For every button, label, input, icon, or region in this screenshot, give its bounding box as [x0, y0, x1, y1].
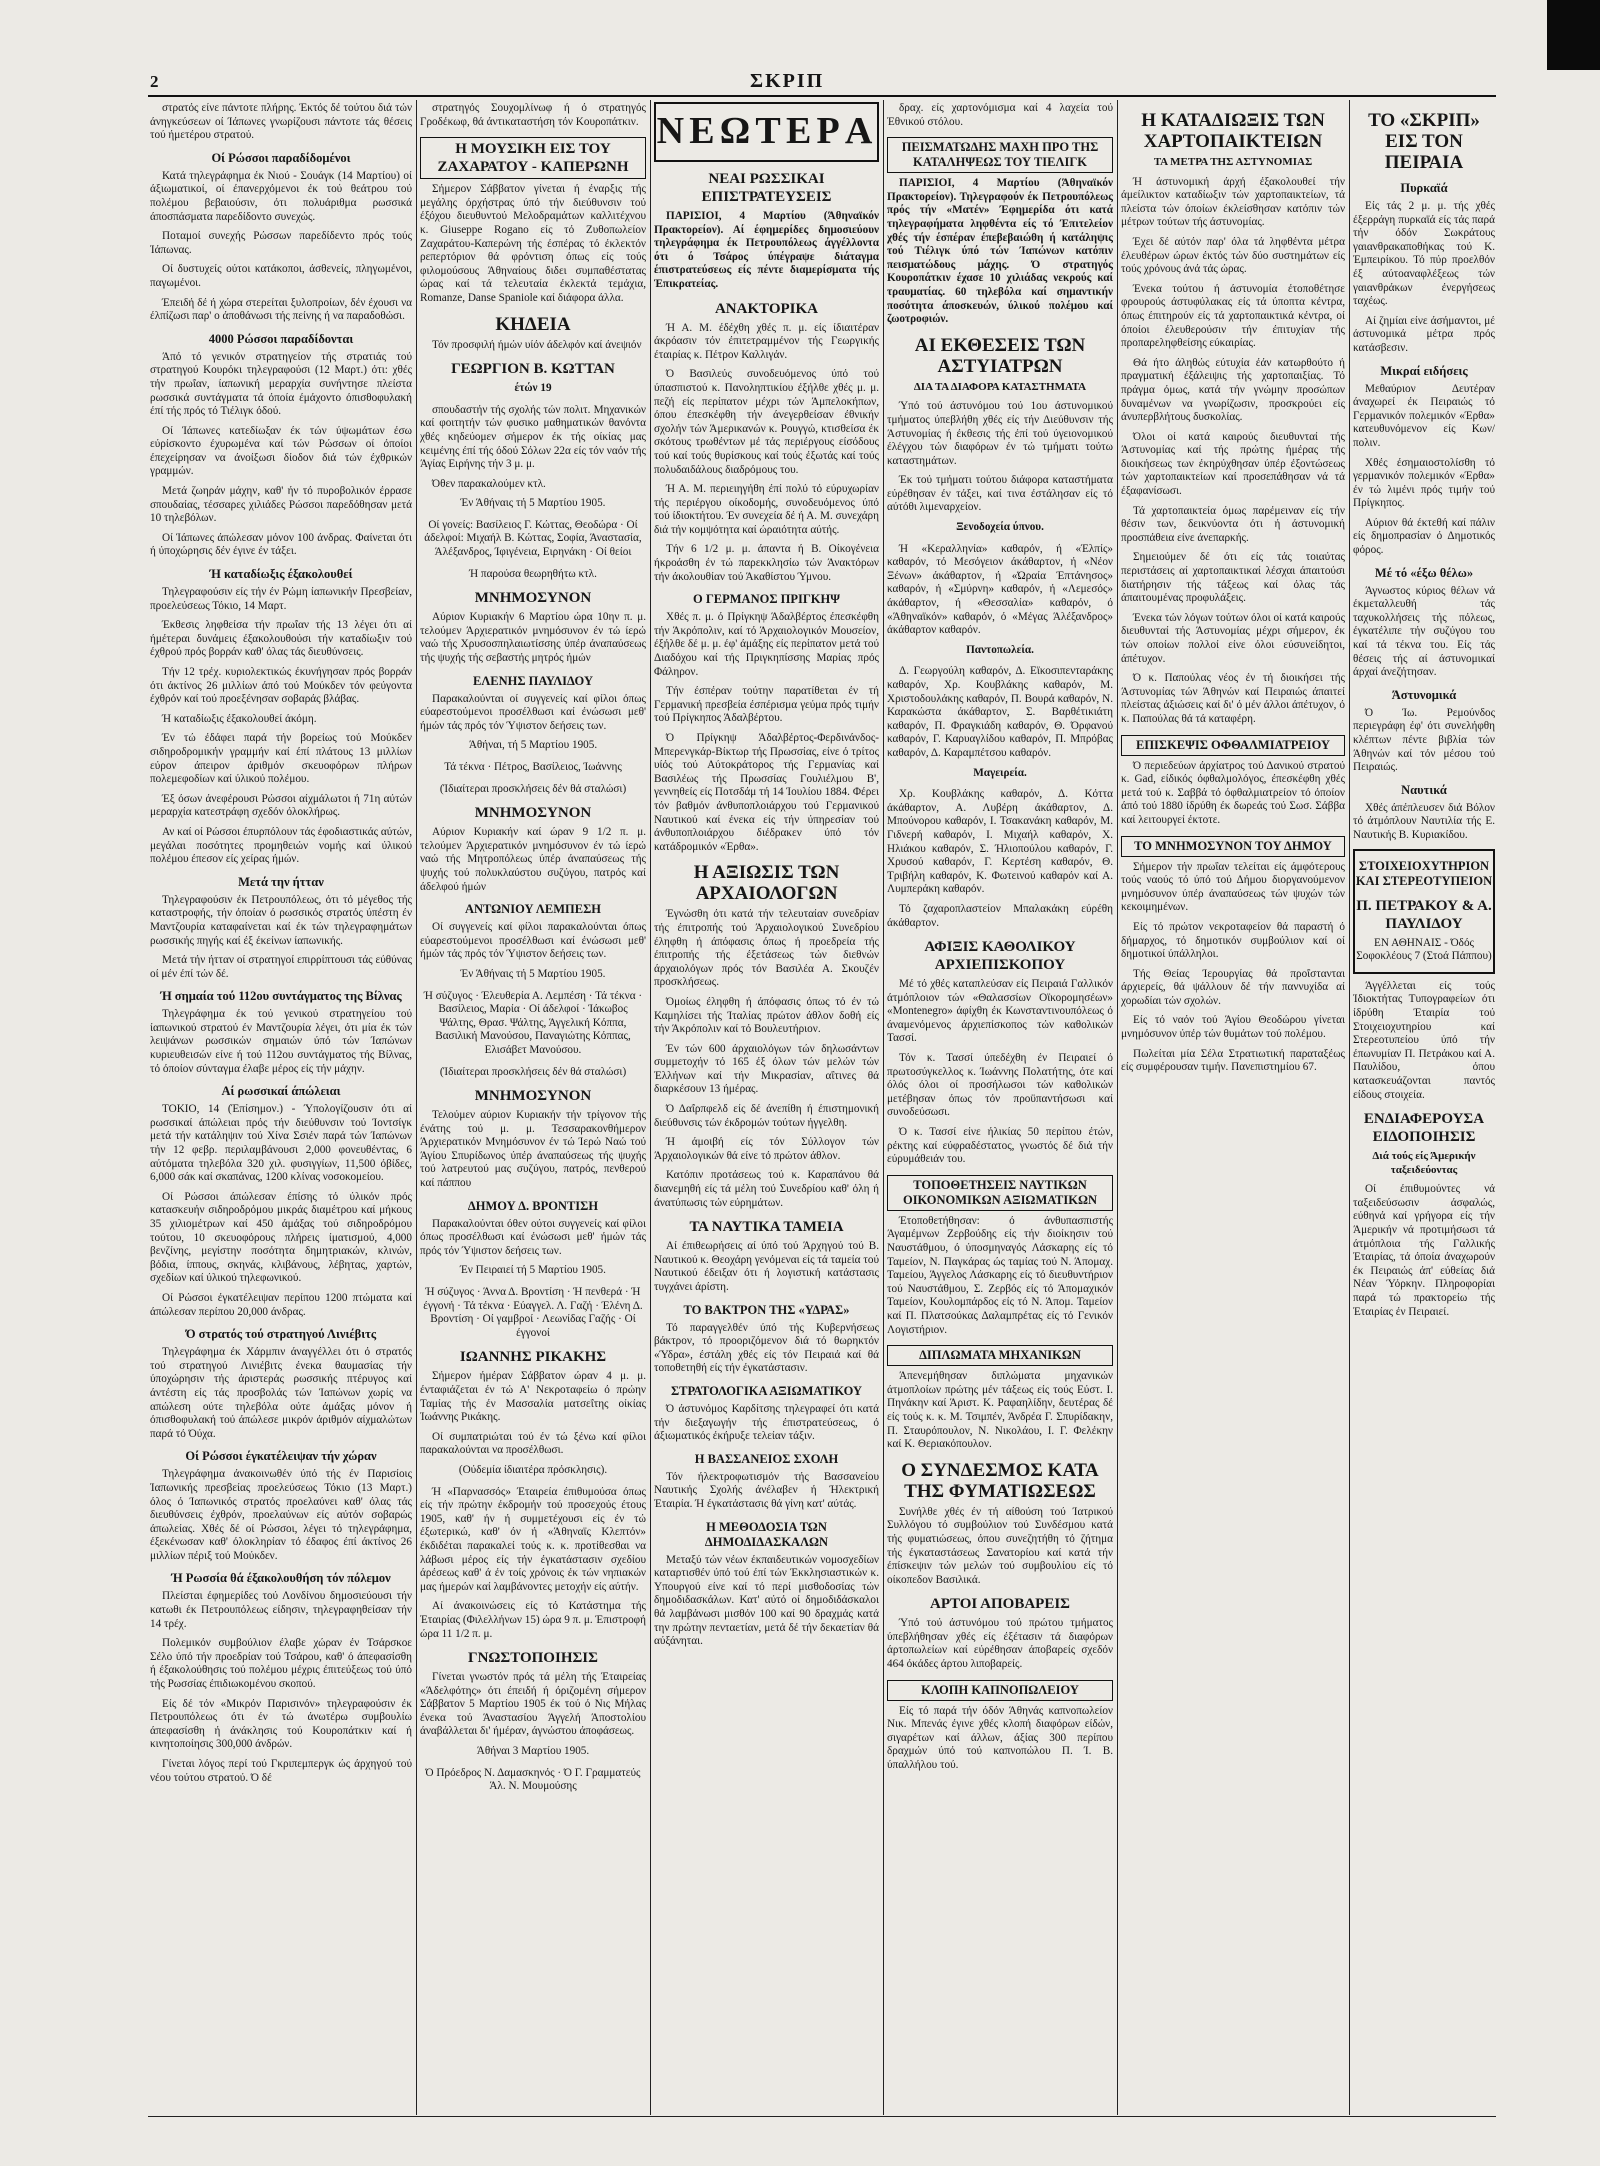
- paragraph: στρατηγός Σουχομλίνωφ ή ό στρατηγός Γροδέκωφ, θά άντικαταστήση τόν Κουροπάτκιν.: [420, 102, 646, 128]
- paragraph: Τόν ήλεκτροφωτισμόν τής Βασσανείου Ναυτικής Σχολής άνέλαβεν ή Ήλεκτρική Έταιρία. Ή έγκατάστασις θά γίνη κατ' αύτάς.: [654, 1470, 879, 1510]
- column-divider: [883, 100, 884, 2115]
- paragraph: Πλείσται έφημερίδες τού Λονδίνου δημοσιεύουσι τήν κατωθι έκ Πετρουπόλεως είδησιν, τηλεγραφηθείσαν τήν 14 τρέχ.: [150, 1590, 412, 1630]
- paragraph: Ό περιεδεύων άρχίατρος τού Δανικού στρατού κ. Gad, είδικός όφθαλμολόγος, έπεσκέφθη χθές μετά τού κ. Σαββά τό όφθαλμιατρείον τό όποίον άπό τού 1880 ίδρύθη έκ δωρεάς τού Σωσ. Σάββα καί λειτουργεί έκτοτε.: [1121, 759, 1345, 826]
- paragraph: Ή άμοιβή είς τόν Σύλλογον τών Άρχαιολογικών θά είνε τό πρώτον άθλον.: [654, 1136, 879, 1162]
- paragraph: Σήμερον τήν πρωΐαν τελείται είς άμφότερους τούς ναούς τό ύπό τού Δήμου διοργανούμενον μνημόσυνον ύπέρ άναπαύσεως τών ψυχών τών κεκοιμημένων.: [1121, 860, 1345, 914]
- deceased-name: ΓΕΩΡΓΙΟΝ Β. ΚΩΤΤΑΝ: [451, 361, 615, 378]
- headline: Αί ρωσσικαί άπώλειαι: [221, 1084, 341, 1099]
- signatories: Οί γονείς: Βασίλειος Γ. Κώττας, Θεοδώρα · Οί άδελφοί: Μιχαήλ Β. Κώττας, Σοφία, Άναστασία, Άλέξανδρος, Ίφιγένεια, Ειρηνάκη · Οί θείοι: [424, 518, 642, 559]
- paragraph: Έν τών 600 άρχαιολόγων τών δηλωσάντων συμμετοχήν τό 165 έξ όλων τών μελών τών Έλλήνων καί τήν Μικρασίαν, αΐτινες θά διαρκέσουν 13 ήμέρας.: [654, 1042, 879, 1096]
- paragraph: Ή «Παρνασσός» Έταιρεία έπιθυμούσα όπως είς τήν πρώτην έκδρομήν τού προσεχούς έτους 1905, καθ' ήν ή συμμετέχουσι είς έν τώ έξωτερικώ, καθ' όν ή «Άθηναϊς Κλεπτόν» έκδιδέται παρακαλεί τούς κ. κ. προτίθεσθαι να λάβωσι μέρος είς τήν έγκατάστασιν σχεδίου άρέσεως καθ' ά έν τοίς χρόνοις έκ τών νηπιακών μας ήμερών καί λαμβάνοντες μετοχήν είς αύτήν.: [420, 1485, 646, 1593]
- paragraph: Αν καί οί Ρώσσοι έπυρπόλουν τάς έφοδιαστικάς αύτών, μεγάλαι ποσότητες προμηθειών νομής καί ύλικού πολέμου έπεσον είς χείρας ήμών.: [150, 825, 412, 866]
- paragraph: Τό παραγγελθέν ύπό τής Κυβερνήσεως βάκτρον, τό προοριζόμενον διά τό θωρηκτόν «Ύδρα», έστάλη χθές είς τόν Πειραιά καί θά τοποθετηθή είς τήν έγκατάστασιν.: [654, 1321, 879, 1375]
- paragraph: Όλοι οί κατά καιρούς διευθυνταί τής Άστυνομίας καί τής πρώτης ήμέρας τής διοικήσεως των έκηρύχθησαν ύπέρ έξοντώσεως τών χαρτοπαικτείων καί προσεπάθησαν νά τά έξαφανίσωσι.: [1121, 430, 1345, 498]
- scan-corner: [1547, 0, 1600, 70]
- paragraph: Αύριον θά έκτεθή καί πάλιν είς δημοπρασίαν ό Δημοτικός φόρος.: [1353, 516, 1495, 557]
- paragraph: Τηλεγραφούσιν είς τήν έν Ρώμη ίαπωνικήν Πρεσβείαν, προελεύσεως Τόκιο, 14 Μαρτ.: [150, 586, 412, 612]
- note: (Ίδιαίτεραι προσκλήσεις δέν θά σταλώσι): [439, 1065, 627, 1078]
- headline: Ναυτικά: [1401, 782, 1447, 797]
- column-divider: [650, 100, 651, 2115]
- paragraph: Οί Ίάπωνες άπώλεσαν μόνον 100 άνδρας. Φαίνεται ότι ή ύποχώρησις δέν έγινε έν τάξει.: [150, 531, 412, 558]
- headline: Η ΜΕΘΟΔΟΣΙΑ ΤΩΝ ΔΗΜΟΔΙΔΑΣΚΑΛΩΝ: [704, 1519, 829, 1549]
- headline: Ή Ρωσσία θά έξακολουθήση τόν πόλεμον: [171, 1571, 391, 1586]
- paragraph: Όμοίως έληφθη ή άπόφασις όπως τό έν τώ Καμηλίσει τής Ίταλίας πρώτον άθλον δοθή είς τήν Άκρόπολιν καί τό Βουλευτήριον.: [654, 995, 879, 1036]
- paragraph: Έγνώσθη ότι κατά τήν τελευταίαν συνεδρίαν τής έπιτροπής τού Άρχαιολογικού Συνεδρίου έληφθη ή άπόφασις όπως ή προεδρεία τής έπιτροπής τής έξετάσεως τών διεθνών άρχαιολόγων πρός τόν Βασιλέα Α. Σκουζέν προσκλήσεως.: [654, 908, 879, 989]
- paragraph: Τηλεγράφημα άνακοινωθέν ύπό τής έν Παρισίοις Ίαπωνικής πρεσβείας προελεύσεως Τόκιο (13 Μαρτ.) όλος ό Ίαπωνικός στρατός προελαύνει καθ' όλας τάς διευθύνσεις έχθρόν, προελαύνων είς αύτόν σοβαρώς άπωλείας. Χθές δέ οί Ρώσσοι, λέγει τό τηλεγράφημα, έξεκένωσαν καθ' όλοκληρίαν τό έδαφος έπί άκτίνος 26 μιλλίων πέριξ τού Μούκδεν.: [150, 1468, 412, 1562]
- date-line: Έν Άθήναις τή 5 Μαρτίου 1905.: [460, 497, 606, 510]
- subheadline: ΤΑ ΜΕΤΡΑ ΤΗΣ ΑΣΤΥΝΟΜΙΑΣ: [1153, 156, 1313, 168]
- paragraph: Τής Θείας Ίερουργίας θά προΐστανται άρχιερείς, θά ψάλλουν δέ τήν παννυχίδα αί χορωδίαι τών σχολών.: [1121, 967, 1345, 1007]
- headline: ΤΟ ΜΝΗΜΟΣΥΝΟΝ ΤΟΥ ΔΗΜΟΥ: [1121, 836, 1345, 857]
- headline: ΑΦΙΞΙΣ ΚΑΘΟΛΙΚΟΥ ΑΡΧΙΕΠΙΣΚΟΠΟΥ: [924, 939, 1076, 974]
- paragraph: Είς τό παρά τήν όδόν Άθηνάς καπνοπωλείον Νικ. Μπενάς έγινε χθές κλοπή διαφόρων είδών, σιγαρέτων καί άλλων, άξίας 300 περίπου δραχμών ύπό τού καπνοπώλου Π. Ί. Β. ύπαλλήλου τού.: [887, 1704, 1113, 1772]
- masthead: ΣΚΡΙΠ: [750, 70, 825, 92]
- paragraph: Αύριον Κυριακήν 6 Μαρτίου ώρα 10ην π. μ. τελούμεν Άρχιερατικόν μνημόσυνον έν τώ ίερώ ναώ τής Χρυσοσπηλαιωτίσσης ύπέρ άναπαύσεως τής ψυχής τής σεβαστής μητρός ήμών: [420, 611, 646, 665]
- ad-address: ΕΝ ΑΘΗΝΑΙΣ - Όδός Σοφοκλέους 7 (Στοά Πάππου): [1356, 936, 1492, 963]
- banner-letter: Ε: [689, 110, 719, 153]
- paragraph: Οί δυστυχείς ούτοι κατάκοποι, άσθενείς, πληγωμένοι, παγωμένοι.: [150, 263, 412, 289]
- paragraph: Τήν 12 τρέχ. κυριολεκτικώς έκυνήγησαν πρός βορράν ότι άκτίνος 26 μιλλίων άπό τού Μούκδεν τόν φεύγοντα έχθρόν καί τού προεξένησαν σοβαράς βλάβας.: [150, 666, 412, 706]
- paragraph: Κατά τηλεγράφημα έκ Νιού - Σουάγκ (14 Μαρτίου) οί άξιωματικοί, οί έπανερχόμενοι έκ τού θεάτρου τού πολέμου βεβαιούσιν, ότι πολυάριθμα ρωσσικά άποσπάσματα παρεδίδοντο συνεχώς.: [150, 169, 412, 223]
- paragraph: Πολεμικόν συμβούλιον έλαβε χώραν έν Τσάρσκοε Σέλο ύπό τήν προεδρίαν τού Τσάρου, καθ' ό άπεφασίσθη ή έξακολούθησις τού πολέμου μέχρις έπιτεύξεως τού ύπό τής Ρωσσίας έπιδιωκομένου σκοπού.: [150, 1637, 412, 1691]
- paragraph: Ή Α. Μ. περιειηγήθη έπί πολύ τό εύρυχωρίαν τής περιέργου οίκοδομής, συνοδευόμενος ύπό τού ίδιοκτήτου. Έν συνεχεία δέ ή Α. Μ. συνεχάρη διά τήν κομψότητα καί ώραιότητα αύτής.: [654, 483, 879, 536]
- date-line: Έν Πειραιεί τή 5 Μαρτίου 1905.: [460, 1264, 606, 1277]
- page-number: 2: [150, 72, 159, 91]
- headline: ΤΟ «ΣΚΡΙΠ» ΕΙΣ ΤΟΝ ΠΕΙΡΑΙΑ: [1368, 110, 1480, 173]
- paragraph: Ή καταδίωξις έξακολουθεί άκόμη.: [162, 712, 317, 725]
- headline: ΤΟΠΟΘΕΤΗΣΕΙΣ ΝΑΥΤΙΚΩΝ ΟΙΚΟΝΟΜΙΚΩΝ ΑΞΙΩΜΑΤΙΚΩΝ: [887, 1175, 1113, 1211]
- paragraph: Κατόπιν προτάσεως τού κ. Καραπάνου θά διανεμηθή είς τά μέλη τού Συνεδρίου καθ' όλη ή άνατύπωσις τών εύρημάτων.: [654, 1169, 879, 1209]
- paragraph: Έν τώ έδάφει παρά τήν βορείως τού Μούκδεν σιδηροδρομικήν γραμμήν καί έπί πλάτους 13 μιλλίων εύρον άπειρον άριθμόν σκευοφόρων πλήρων πολεμεφοδίων καί ύλικού πολέμου.: [150, 732, 412, 786]
- paragraph: Τηλεγράφημα έκ τού γενικού στρατηγείου τού ίαπωνικού στρατού έν Μαντζουρία λέγει, ότι μία έκ τών λειψάνων ρωσσικών σημαιών ύπό τών Ίαπώνων κυριευθεισών είνε ή τού 112ου συντάγματος τής Βίλνας, τό όποίον σύνταγμα έλαβε μέρος είς τήν μάχην.: [150, 1008, 412, 1075]
- headline: Μικραί ειδήσεις: [1380, 363, 1468, 378]
- section-label: Ξενοδοχεία ύπνου.: [956, 521, 1044, 534]
- paragraph: Ή άστυνομική άρχή έξακολουθεί τήν άμείλικτον καταδίωξιν τών χαρτοπαικτείων, τά πλείστα τών όποίων έκλείσθησαν κατόπιν τών μέτρων τούτων τής άστυνομίας.: [1121, 175, 1345, 229]
- signatories: Ή σύζυγος · Έλευθερία Α. Λεμπέση · Τά τέκνα · Βασίλειος, Μαρία · Οί άδελφοί · Ίάκωβος Ψάλτης, Θρασ. Ψάλτης, Άγγελική Κόππα, Βασιλική Μανούσου, Παναγιώτης Κόππας, Ελισάβετ Μανούσου.: [423, 989, 643, 1056]
- paragraph: Γίνεται γνωστόν πρός τά μέλη τής Έταιρείας «Άδελφότης» ότι έπειδή ή όριζομένη σήμερον Σάββατον 5 Μαρτίου 1905 έκ τού ό Νις Μήλας ένεκα τού Άναστασίου Άγγελή Άποστολίου άναβάλλεται δι' ήμέραν, άγνώστου άποφάσεως.: [420, 1671, 646, 1738]
- headline: ΜΝΗΜΟΣΥΝΟΝ: [474, 805, 592, 822]
- headline: 4000 Ρώσσοι παραδίδονται: [208, 331, 354, 346]
- paragraph: Μέ τό χθές καταπλεύσαν είς Πειραιά Γαλλικόν άτμόπλοιον τών «Θαλασσίων Οϊκορομησέων» «Montenegro» άφίχθη έκ Κωνσταντινουπόλεως ό άναμενόμενος άρχιεπίσκοπος τών καθολικών Τασσί.: [887, 978, 1113, 1045]
- paragraph: Ύπό τού άστυνόμου τού 1ου άστυνομικού τμήματος ύπεβλήθη χθές είς τήν Διεύθυνσιν τής Άστυνομίας ή έκθεσις τής έπί τού ύγειονομικού έλέγχου τών διαφόρων έν τώ τμήματι τούτω καταστημάτων.: [887, 400, 1113, 467]
- headline: ΙΩΑΝΝΗΣ ΡΙΚΑΚΗΣ: [459, 1349, 607, 1366]
- paragraph: Είς τό ναόν τού Άγίου Θεοδώρου γίνεται μνημόσυνον ύπέρ τών θυμάτων τού πολέμου.: [1121, 1014, 1345, 1041]
- note: (Ίδιαίτεραι προσκλήσεις δέν θά σταλώσι): [439, 782, 627, 795]
- column-divider: [416, 100, 417, 2115]
- paragraph: Έκθεσις ληφθείσα τήν πρωΐαν τής 13 λέγει ότι αί ήμέτεραι δυνάμεις έξακολουθούσι τήν καταδίωξιν τού έχθρού πρός βορράν καθ' όλας τάς διευθύνσεις.: [150, 619, 412, 659]
- headline: ΔΙΠΛΩΜΑΤΑ ΜΗΧΑΝΙΚΩΝ: [887, 1345, 1113, 1366]
- headline: Ο ΣΥΝΔΕΣΜΟΣ ΚΑΤΑ ΤΗΣ ΦΥΜΑΤΙΩΣΕΩΣ: [901, 1459, 1099, 1502]
- paragraph: Παρακαλούνται όθεν ούτοι συγγενείς καί φίλοι όπως προσέλθωσι καί ένώσωσι μεθ' ήμών τάς πρός τόν Ύψιστον δεήσεις των.: [420, 1217, 646, 1257]
- headline: Η ΑΞΙΩΣΙΣ ΤΩΝ ΑΡΧΑΙΟΛΟΓΩΝ: [693, 862, 840, 905]
- paragraph: Τηλεγράφημα έκ Χάρμπιν άναγγέλλει ότι ό στρατός τού στρατηγού Λινιέβιτς ένεκα θαυμασίας τήν ύποχώρησιν τής άριστεράς ρωσσικής πτέρυγος καί άντέστη είς τάς προσβολάς τών Ίαπώνων χωρίς να απώλεση ούτε τηλεβόλα ούτε άμάξας μόνον ή όπισθοφυλακή τού άπώλεσε μικρόν άριθμόν αίχμαλώτων παρά τό Όύχα.: [150, 1346, 412, 1440]
- paragraph: Μεθαύριον Δευτέραν άναχωρεί έκ Πειραιώς τό Γερμανικόν πολεμικόν «Έρθα» κατευθυνόμενον είς Κων/πολιν.: [1353, 382, 1495, 449]
- page-header: [150, 72, 1495, 92]
- subheadline: Διά τούς είς Άμερικήν ταξειδεύοντας: [1372, 1150, 1476, 1176]
- paragraph: Ύπό τού άστυνόμου τού πρώτου τμήματος ύπεβλήθησαν χθές είς έξέτασιν τά διαφόρων άρτοπωλείων καί εύρέθησαν άποβαρείς σχεδόν 464 όκάδες άρτου λιποβαρείς.: [887, 1617, 1113, 1671]
- paragraph: Είς τό πρώτον νεκροταφείον θά παραστή ό δήμαρχος, τό δημοτικόν συμβούλιον καί οί δημοτικοί ύπάλληλοι.: [1121, 920, 1345, 961]
- paragraph: Τηλεγραφούσιν έκ Πετρουπόλεως, ότι τό μέγεθος τής καταστροφής, τήν όποίαν ό ρωσσικός στρατός ύπέστη έν Μαντζουρία καταφαίνεται καί έκ τών τηλεγραφημάτων ρωσσικής πηγής καί έξ έκείνων ίαπωνικής.: [150, 893, 412, 947]
- advertisement-box: [1353, 849, 1495, 974]
- headline: Ό στρατός τού στρατηγού Λινιέβιτς: [185, 1327, 377, 1342]
- paragraph: Ένεκα τών λόγων τούτων όλοι οί κατά καιρούς διευθυνταί τής Άστυνομίας μέχρι σήμερον, έκ τών οποίων πολλοί είνε όλοι εύσυνείδητοι, άπέτυχον.: [1121, 611, 1345, 665]
- headline: Η ΒΑΣΣΑΝΕΙΟΣ ΣΧΟΛΗ: [694, 1451, 839, 1466]
- paragraph: Έκ τού τμήματι τούτου διάφορα καταστήματα εύρέθησαν έν τάξει, καί τινα έστάλησαν είς τό αύτόθι λιμεναρχείον.: [887, 474, 1113, 514]
- paragraph: Οί Ρώσσοι άπώλεσαν έπίσης τό ύλικόν πρός κατασκευήν σιδηροδρόμου μικράς διαμέτρου καί μήκους 35 χιλιομέτρων καί 450 άμάξας τού σιδηροδρόμου τούτου, 10 σκευοφόρους πλήρεις ίματισμού, 4,000 βενζίνης, μεγίστην ποσότητα δημητριακών, κλινών, βόδια, ίππους, σκηνάς, κλιβάνους, λέβητας, χαρτών, σχεδίων καί ύλικού τηλεφωνικού.: [150, 1190, 412, 1285]
- headline: Μετά την ήτταν: [238, 874, 324, 889]
- neotera-banner: [654, 102, 879, 162]
- date-line: Έν Άθήναις τή 5 Μαρτίου 1905.: [460, 967, 606, 980]
- paragraph: Ό Δαΐρπφελδ είς δέ άνεπίθη ή έπιστημονική διεύθυνσις τών έκδρομών τούτων ήγγελθη.: [654, 1103, 879, 1129]
- headline: ΓΝΩΣΤΟΠΟΙΗΣΙΣ: [468, 1650, 598, 1667]
- headline: ΜΝΗΜΟΣΥΝΟΝ: [474, 1088, 592, 1105]
- ad-name: Π. ΠΕΤΡΑΚΟΥ & Α. ΠΑΥΛΙΔΟΥ: [1356, 897, 1492, 932]
- paragraph: Άγγέλλεται είς τούς Ίδιοκτήτας Τυπογραφείων ότι ίδρύθη Έταιρία τού Στοιχειοχυτηρίου καί Στερεοτυπείου ύπό τήν έπωνυμίαν Π. Πετράκου καί Α. Παυλίδου, όπου κατασκευάζονται παντός είδους στοιχεία.: [1353, 979, 1495, 1101]
- deceased-name: ΔΗΜΟΥ Δ. ΒΡΟΝΤΙΣΗ: [467, 1198, 599, 1213]
- column-2: [420, 102, 646, 2112]
- paragraph: Μεταξύ τών νέων έκπαιδευτικών νομοσχεδίων καταρτισθέν ύπό τού έπί τών Έκκλησιαστικών κ. Υπουργού είνε καί τό περί μισθοδοσίας τών δημοδιδασκάλων. Κατ' αύτό οί δημοδιδάσκαλοι θά λαμβάνωσι μισθόν 100 καί 90 δραχμάς κατά την πρώτην πενταετίαν, μετά δέ τήν δεκαετίαν θά αύξάνηται.: [654, 1553, 879, 1648]
- headline: ΑΙ ΕΚΘΕΣΕΙΣ ΤΩΝ ΑΣΤΥΙΑΤΡΩΝ: [914, 334, 1086, 377]
- paragraph: Τό ζαχαροπλαστείον Μπαλακάκη εύρέθη άκάθαρτον.: [887, 902, 1113, 929]
- paragraph: Οί Ίάπωνες κατεδίωξαν έκ τών ύψωμάτων έσω εύρίσκοντο έχυρωμένα καί τών Ρώσσων οί όποίοι έπεχείρησαν να άνοίξωσι δίοδον διά τών έχθρικών γραμμών.: [150, 424, 412, 478]
- column-6: [1353, 102, 1495, 2112]
- paragraph: Ή Α. Μ. έδέχθη χθές π. μ. είς ίδιαιτέραν άκρόασιν τόν έπιτετραμμένον τής Γεωργικής έταιρίας κ. Πέτρον Καλλιγάν.: [654, 321, 879, 361]
- deceased-name: ΕΛΕΝΗΣ ΠΑΥΛΙΔΟΥ: [473, 673, 593, 688]
- headline: ΚΛΟΠΗ ΚΑΠΝΟΠΩΛΕΙΟΥ: [887, 1680, 1113, 1701]
- paragraph: Οί συγγενείς καί φίλοι παρακαλούνται όπως εύαρεστούμενοι προσέλθωσι καί ένώσωσι μεθ' ήμών τάς πρός τόν Ύψιστον δεήσεις των.: [420, 921, 646, 961]
- column-5: [1121, 102, 1345, 2112]
- paragraph: Έξ όσων άνεφέρουσι Ρώσσοι αίχμάλωτοι ή 71η αύτών μεραρχία κατεστράφη σχεδόν όλοκλήρως.: [150, 792, 412, 819]
- paragraph: Άπό τό γενικόν στρατηγείον τής στρατιάς τού στρατηγού Κουρόκι τηλεγραφούσι (12 Μαρτ.) ότι: χθές τήν πρωΐαν, ίαπωνική μεραρχία συνήντησε πλείστα ρωσσικά συντάγματα τά όποία έμάχοντο όπισθοφυλακή έπί τής πρός τό Τιέλιγκ όδού.: [150, 350, 412, 418]
- headline: ΠΕΙΣΜΑΤΩΔΗΣ ΜΑΧΗ ΠΡΟ ΤΗΣ ΚΑΤΑΛΗΨΕΩΣ ΤΟΥ ΤΙΕΛΙΓΚ: [887, 137, 1113, 173]
- paragraph: Ό κ. Παπούλας νέος έν τή διοικήσει τής Άστυνομίας τών Άθηνών καί Πειραιώς άπαιτεί πλείστας άξιώσεις καί δι' ό μέν άλλοι άπέτυχον, ό κ. Παπούλας θά τά καταφέρη.: [1121, 672, 1345, 725]
- column-divider: [1349, 100, 1350, 2115]
- paragraph: Αί ζημίαι είνε άσήμαντοι, μέ άστυνομικά μέτρα πρός κατάσβεσιν.: [1353, 314, 1495, 354]
- headline: Η ΜΟΥΣΙΚΗ ΕΙΣ ΤΟΥ ΖΑΧΑΡΑΤΟΥ - ΚΑΠΕΡΩΝΗ: [420, 137, 646, 179]
- paragraph: Τά χαρτοπαικτεία όμως παρέμειναν είς τήν θέσιν των, δεικνύοντα ότι ή άστυνομική προσπάθεια είνε άνεπαρκής.: [1121, 504, 1345, 544]
- paragraph: Ή «Κεραλληνία» καθαρόν, ή «Έλπίς» καθαρόν, τό Μεσόγειον άκάθαρτον, ή «Νέον Ξένων» άκάθαρτον, ή «Ώραία Έπτάνησος» καθαρόν, ή «Σμύρνη» καθαρόν, ή «Λεμεσός» άκάθαρτον, ή «Θεσσαλία» καθαρόν, ό «Άθηναϊκόν» καθαρόν, ό «Μέγας Άλέξανδρος» άκάθαρτον καθαρόν.: [887, 542, 1113, 637]
- paragraph: Χθές άπέπλευσεν διά Βόλον τό άτμόπλουν Ναυτιλία τής Ε. Ναυτικής Β. Κυριακίδου.: [1353, 801, 1495, 841]
- signatories: Ό Πρόεδρος Ν. Δαμασκηνός · Ό Γ. Γραμματεύς Άλ. Ν. Μουμούσης: [425, 1766, 641, 1793]
- headline: ΑΡΤΟΙ ΑΠΟΒΑΡΕΙΣ: [930, 1596, 1070, 1613]
- paragraph: ΠΑΡΙΣΙΟΙ, 4 Μαρτίου (Άθηναϊκόν Πρακτορείον). Αί έφημερίδες δημοσιεύουν τηλεγράφημα έκ Πετρουπόλεως άγγέλλοντα ότι ό Τσάρος ύπέγραψε διάταγμα έπιστρατεύσεως είς πέντε διαμερίσματα τής Έπικρατείας.: [654, 210, 879, 290]
- paragraph: Έπειδή δέ ή χώρα στερείται ξυλοπροίων, δέν έχουσι να έλπίζωσι παρ' ο άποθάνωσι τής πείνης ή να παραδοθώσι.: [150, 296, 412, 323]
- paragraph: Αί άνακοινώσεις είς τό Κατάστημα τής Έταιρίας (Φιλελλήνων 15) ώρα 9 π. μ. Έπιστροφή ώρα 11 1/2 π. μ.: [420, 1600, 646, 1640]
- paragraph: Οί Ρώσσοι έγκατέλειψαν περίπου 1200 πτώματα καί άπώλεσαν περίπου 20,000 άνδρας.: [150, 1291, 412, 1318]
- headline: Πυρκαϊά: [1400, 181, 1448, 195]
- paragraph: Ποταμοί συνεχής Ρώσσων παρεδίδεντο πρός τούς Ίάπωνας.: [150, 230, 412, 256]
- column-1: [150, 102, 412, 2112]
- headline: ΕΠΙΣΚΕΨΙΣ ΟΦΘΑΛΜΙΑΤΡΕΙΟΥ: [1121, 735, 1345, 756]
- note: (Ούδεμία ίδιαιτέρα πρόσκλησις).: [458, 1463, 608, 1476]
- paragraph: σπουδαστήν τής σχολής τών πολιτ. Μηχανικών καί φοιτητήν τών φυσικο μαθηματικών θανόντα χθές κηδεύομεν σήμερον έκ τής οίκίας μας κειμένης έπί τής όδού Σόλων 22α είς τόν ναόν τής Άγίας Ειρήνης τήν 3 μ. μ.: [420, 403, 646, 471]
- headline: ΑΝΑΚΤΟΡΙΚΑ: [714, 300, 819, 317]
- paragraph: Τήν 6 1/2 μ. μ. άπαντα ή Β. Οίκογένεια ήκροάσθη έν τώ παρεκκλησίω τών Άνακτόρων τήν άκολουθίαν τού Άκαθίστου Ύμνου.: [654, 543, 879, 583]
- headline: ΕΝΔΙΑΦΕΡΟΥΣΑ ΕΙΔΟΠΟΙΗΣΙΣ: [1363, 1111, 1485, 1146]
- headline: Ο ΓΕΡΜΑΝΟΣ ΠΡΙΓΚΗΨ: [692, 592, 840, 607]
- headline: Άστυνομικά: [1391, 687, 1457, 702]
- section-label: Παντοπωλεία.: [966, 643, 1034, 656]
- banner-letter: Ε: [785, 110, 816, 153]
- paragraph: Ό Πρίγκηψ Άδαλβέρτος-Φερδινάνδος-Μπερενγκάρ-Βίκτωρ τής Πρωσσίας, είνε ό τρίτος υίός τού Αύτοκράτορος τής Γερμανίας καί Βασιλέως τής Πρωσσίας Γουλιέλμου Β', γεννηθείς είς Ποτσδάμ τή 14 Ίουλίου 1884. Φέρει τόν βαθμόν άνθυποπλοιάρχου τού Γερμανικού Ναυτικού καί ένεκα είς τήν ύπηρεσίαν τού άνθυποπλοιάρχου διέδρακεν ύπό τόν κατάδρομικόν «Έρθα».: [654, 732, 879, 853]
- paragraph: Ό άστυνόμος Καρδίτσης τηλεγραφεί ότι κατά τήν διεξαγωγήν τής έπιστρατεύσεως, ό άξιωματικός έκήρυξε τελείαν τάξιν.: [654, 1402, 879, 1443]
- paragraph: στρατός είνε πάντοτε πλήρης. Έκτός δέ τούτου διά τών άνηγκεύσεων οί Ίάπωνες γνωρίζουσι πάντοτε τάς θέσεις τού ήμετέρου στρατού.: [150, 102, 412, 142]
- paragraph: Ένεκα τούτου ή άστυνομία έτοποθέτησε φρουρούς άστυφύλακας είς τά ύποπτα κέντρα, όπως έπιτηρούν είς τά χαρτοπαικτικά κέντρα, οί όποίοι έλευθερούσιν τήν έπιτυχίαν τής προπαρεληφθείσης εύκαιρίας.: [1121, 282, 1345, 350]
- banner-letter: Ω: [719, 110, 755, 153]
- headline: Ή καταδίωξις έξακολουθεί: [209, 567, 353, 582]
- paragraph: Άπενεμήθησαν διπλώματα μηχανικών άτμοπλοίων πρώτης μέν τάξεως είς τούς Εύστ. Ι. Πηνάκην καί Άριστ. Κ. Ραφαηλίδην, δευτέρας δέ είς τούς κ. κ. Μ. Τσιμπέν, Άνδρέα Γ. Σπυρίδακην, Π. Σταυρόπουλον, Ν. Νικολάου, Ι. Γ. Φελέκην καί Κ. Θεριακόπουλον.: [887, 1370, 1113, 1451]
- note: Ή παρούσα θεωρηθήτω κτλ.: [469, 567, 597, 580]
- headline: Η ΚΑΤΑΔΙΩΞΙΣ ΤΩΝ ΧΑΡΤΟΠΑΙΚΤΕΙΩΝ: [1141, 110, 1325, 152]
- paragraph: Είς δέ τόν «Μικρόν Παρισινόν» τηλεγραφούσιν έκ Πετρουπόλεως ότι έν τώ άνωτέρω συμβουλίω άπεφασίσθη ή άνάκλησις τού Κουροπάτκιν καί ή κινητοποίησις 300,000 άνδρών.: [150, 1697, 412, 1751]
- paragraph: Οί έπιθυμούντες νά ταξειδεύσωσιν άσφαλώς, εύθηνά καί γρήγορα είς τήν Άμερικήν νά προτιμήσωσι τά άτμόπλοια τής Γαλλικής Έταιρίας, τά όποία άναχωρούν έκ Πειραιώς άπ' εύθείας διά Νέαν Ύόρκην. Πληροφορίαι παρά τώ πρακτορείω τής Έταιρίας έν Πειραιεί.: [1353, 1183, 1495, 1318]
- banner-letter: Ν: [656, 110, 689, 153]
- paragraph: Έχει δέ αύτόν παρ' όλα τά ληφθέντα μέτρα έλευθέρων ώρων έκτός τών δύο συστημάτων είς τούς χρόνους άνά τάς ώρας.: [1121, 235, 1345, 276]
- paragraph: Ό Ίω. Ρεμούνδος περιεγράφη έφ' ότι συνελήφθη κλέπτων πέντε βιβλία τών Άθηνών καί τόν μέσου τού Πειραιώς.: [1353, 706, 1495, 774]
- headline: ΝΕΑΙ ΡΩΣΣΙΚΑΙ ΕΠΙΣΤΡΑΤΕΥΣΕΙΣ: [701, 171, 832, 205]
- paragraph: Σήμερον Σάββατον γίνεται ή έναρξις τής μεγάλης όρχήστρας ύπό τήν διεύθυνσιν τού έξόχου διευθυντού Μελοδραμάτων καλλιτέχνου κ. Giuseppe Rogano είς τό Ζυθοπωλείον Ζαχαράτου-Καπερώνη τής έσπέρας τό έκλεκτόν ρεπερτόριον θά φρόντιση όπως είς τούς φιλομούσους Άθηναίους διδει συμπαθέστατας ώρας καί τά τελευταία έκλεκτά τεμάχια, Romanze, Danse Spaniole καί διάφορα άλλα.: [420, 183, 646, 304]
- paragraph: Τελούμεν αύριον Κυριακήν τήν τρίγονον τής ένάτης τού μ. μ. Τεσσαρακονθήμερον Άρχιερατικόν Μνημόσυνον έν τώ Ίερώ Ναώ τού Άγίου Σπυρίδωνος ύπέρ άναπαύσεως τής ψυχής τού λατρευτού μας συζύγου, πατρός, πενθερού καί πάππου: [420, 1109, 646, 1190]
- paragraph: Σήμερον ήμέραν Σάββατον ώραν 4 μ. μ. ένταφιάζεται έν τώ Α' Νεκροταφείω ό πρώην Ταμίας τής έν Μασσαλία ματσεΐτης οίκίας Ίωάννης Ρικάκης.: [420, 1370, 646, 1424]
- headline: ΤΟ ΒΑΚΤΡΟΝ ΤΗΣ «ΥΔΡΑΣ»: [683, 1302, 850, 1317]
- paragraph: Συνήλθε χθές έν τή αίθούση τού Ίατρικού Συλλόγου τό συμβούλιον τού Συνδέσμου κατά τής φυματιώσεως, όπου συνεζητήθη τό ζήτημα τής έγκαταστάσεως Σανατορίου καί κατά τήν έπίσκεψιν τών μελών τού συμβουλίου είς τό οίκοπεδον Βασιλικά.: [887, 1505, 1113, 1586]
- paragraph: δραχ. είς χαρτονόμισμα καί 4 λαχεία τού Έθνικού στόλου.: [887, 102, 1113, 128]
- paragraph: Οί συμπατριώται τού έν τώ ξένω καί φίλοι παρακαλούνται να προσέλθωσι.: [420, 1430, 646, 1457]
- banner-letter: Α: [844, 110, 877, 153]
- paragraph: Είς τάς 2 μ. μ. τής χθές έξερράγη πυρκαϊά είς τάς παρά τήν όδόν Σωκράτους γαιανθρακαποθήκας τού Κ. Έμπειρίκου. Τό πύρ προελθόν έξ αύτοαναφλέξεως τών γαιανθράκων ένεργήσεως ταχέως.: [1353, 200, 1495, 308]
- paragraph: Τήν έσπέραν τούτην παρατίθεται έν τή Γερμανική πρεσβεία έσπέρισμα γεύμα πρός τιμήν τού Πρίγκηπος Άδαλβέρτου.: [654, 685, 879, 725]
- column-4: [887, 102, 1113, 2112]
- header-rule: [148, 95, 1496, 97]
- paragraph: Χθές έσημαιοστολίσθη τό γερμανικόν πολεμικόν «Έρθα» έν τώ λιμένι πρός τιμήν τού Πρίγκηπος.: [1353, 456, 1495, 510]
- paragraph: Όθεν παρακαλούμεν κτλ.: [432, 477, 546, 490]
- paragraph: ΠΑΡΙΣΙΟΙ, 4 Μαρτίου (Άθηναϊκόν Πρακτορείον). Τηλεγραφούν έκ Πετρουπόλεως πρός τήν «Ματέν» Έφημερίδα ότι κατά τηλεγραφήματα ληφθέντα είς τό Έπιτελείον χθές τήν έσπέραν έπεβεβαιώθη ή κατάληψις τού Τιέλιγκ ύπό τών Ίαπώνων κατόπιν πεισματώδους μάχης. Ό στρατηγός Κουροπάτκιν έχασε 10 χιλιάδας νεκρούς καί τραυματίας. 60 τηλεβόλα καί σημαντικήν ποσότητα άποσκευών, ύλικού πολέμου καί ζωοτροφιών.: [887, 177, 1113, 326]
- deceased-name: ΑΝΤΩΝΙΟΥ ΛΕΜΠΕΣΗ: [465, 902, 601, 917]
- paragraph: Πωλείται μία Σέλα Στρατιωτική παραταξέως είς συμφέρουσαν τιμήν. Πανεπιστημίου 67.: [1121, 1047, 1345, 1074]
- paragraph: Άγνωστος κύριος θέλων νά έκμεταλλευθή τάς ταχυκολλήσεις τής πόλεως, έγκατέλιπε τήν συζύγου του καί τά τέκνα του. Είς τάς θέσεις τής αί άστυνομικαί άρχαί άνεζήτησαν.: [1353, 584, 1495, 679]
- headline: ΤΑ ΝΑΥΤΙΚΑ ΤΑΜΕΙΑ: [689, 1219, 844, 1236]
- paragraph: Θά ήτο άληθώς εύτυχία έάν κατωρθούτο ή πραγματική έξάλειψις τής χαρτοπαιξίας. Τό πράγμα όμως, κατά τήν γνώμην προσώπων δυναμένων να γνωρίζωσιν, προσκρούει είς άνυπερβλήτους δυσκολίας.: [1121, 356, 1345, 424]
- paragraph: Έτοποθετήθησαν: ό άνθυπασπιστής Άγαμέμνων Ζερβούδης είς τήν διοίκησιν τού Ναυστάθμου, ό ύποσμηναγός Λάσκαρης είς τό Ταμείον, Ν. Παγκάρας ώς ταμίας τού Ν. Άπομαχ. Ταμείου, Άγγελος Λάσκαρης είς τό διευθυντήριον τού Ναυστάθμου, Σ. Ζερβός είς τό Άπομαχικόν Ταμείον, Κουλομπάρδος είς τό Ν. Άπομ. Ταμείον καί Π. Πλατσούκας Δαλαμπρέτας είς τό Γενικόν Λογιστήριον.: [887, 1214, 1113, 1336]
- paragraph: Χρ. Κουβλάκης καθαρόν, Δ. Κόττα άκάθαρτον, Α. Λυβέρη άκάθαρτον, Δ. Μπούνορου καθαρόν, Ι. Τσακανάκη καθαρόν, Μ. Γιδνερή καθαρόν, Ι. Μιχαήλ καθαρόν, Χ. Ηλιάκου καθαρόν, Σ. Ήλιοπούλου καθαρόν, Γ. Χρυσού καθαρόν, Γ. Κερτέση καθαρόν, Θ. Τριβήλη καθαρόν, Κ. Φωτεινού καθαρόν καί Α. Λυμπεράκη καθαρόν.: [887, 788, 1113, 896]
- banner-letter: Τ: [755, 110, 785, 153]
- column-divider: [1117, 100, 1118, 2115]
- paragraph: Μετά ζωηράν μάχην, καθ' ήν τό πυροβολικόν έρρασε σπουδαίας, τέσσαρες χιλιάδες Ρώσσοι παρεδόθησαν μετά 10 τηλεβόλων.: [150, 485, 412, 525]
- signatories: Ή σύζυγος · Άννα Δ. Βροντίση · Ή πενθερά · Ή έγγονή · Τά τέκνα · Εύαγγελ. Λ. Γαζή · Έλένη Δ. Βροντίση · Οί γαμβροί · Λεωνίδας Γαζής · Οί έγγονοί: [423, 1286, 643, 1339]
- paragraph: Ό Βασιλεύς συνοδευόμενος ύπό τού ύπασπιστού κ. Πανοληπτικίου έξήλθε χθές μ. μ. πεζή είς περίπατον μέχρι τών Άμπελοκήπων, όπου έπεσκέφθη τήν άνεγερθείσαν έθνικήν σχολήν τών Άμερικανών κ. Ρουγγώ, κτισθείσα έκ σκότους τρωθέντων μέ τάς περιέργους είσόδους τού καί τούς θυρίσκους καί τούς έξωτάς καί τούς πολυδαιδάλους διαδρόμους του.: [654, 368, 879, 476]
- paragraph: Αί έπιθεωρήσεις αί ύπό τού Άρχηγού τού Β. Ναυτικού κ. Θεοχάρη γενόμεναι είς τά ταμεία τού Ναυτικού έδειξαν ότι ή λογιστική κατάστασις τυγχάνει άρίστη.: [654, 1240, 879, 1293]
- ad-title: ΣΤΟΙΧΕΙΟΧΥΤΗΡΙΟΝ ΚΑΙ ΣΤΕΡΕΟΤΥΠΕΙΟΝ: [1355, 858, 1493, 888]
- paragraph: Τόν προσφιλή ήμών υίόν άδελφόν καί άνεψιόν: [432, 338, 642, 351]
- section-label: Μαγειρεία.: [973, 766, 1027, 779]
- paragraph: Γίνεται λόγος περί τού Γκριπεμπεργκ ώς άρχηγού τού νέου τούτου στρατού. Ό δέ: [150, 1758, 412, 1784]
- paragraph: Ό κ. Τασσί είνε ήλικίας 50 περίπου έτών, ρέκτης καί εύφραδέστατος, γνωστός δέ διά τήν εύρυμάθειάν του.: [887, 1126, 1113, 1166]
- footer-rule: [148, 2116, 1496, 2117]
- paragraph: Χθές π. μ. ό Πρίγκηψ Άδαλβέρτος έπεσκέφθη τήν Άκρόπολιν, καί τό Άρχαιολογικόν Μουσείον, έξήλθε δέ μ. μ. έφ' άμάξης είς περίπατον μετά τού Διαδόχου καί τής Πριγκηπίσσης Μαρίας πρός Φάληρον.: [654, 611, 879, 678]
- headline: ΚΗΔΕΙΑ: [495, 313, 571, 335]
- headline: ΣΤΡΑΤΟΛΟΓΙΚΑ ΑΞΙΩΜΑΤΙΚΟΥ: [670, 1383, 863, 1398]
- headline: Οί Ρώσσοι έγκατέλειψαν τήν χώραν: [185, 1449, 377, 1464]
- date-line: Άθήναι, τή 5 Μαρτίου 1905.: [468, 739, 598, 752]
- paragraph: Τόν κ. Τασσί ύπεδέχθη έν Πειραιεί ό πρωτοσύγκελλος κ. Ίωάννης Πολατήτης, ότε καί όλός όλοι οί προσήλωσοι τών καθολικών μετέβησαν όπως τόν προϋπαντήσωσι καί συνοδεύσωσι.: [887, 1052, 1113, 1119]
- paragraph: Δ. Γεωργούλη καθαρόν, Δ. Εϊκοσιπενταράκης καθαρόν, Χρ. Κουβλάκης καθαρόν, Μ. Χριστοδουλάκης καθαρόν, Π. Βουρά καθαρόν, Ν. Καρακώστα άκάθαρτον, Σ. Βαρθέτικιάτη καθαρόν, Π. Φραγκιάδη καθαρόν, Θ. Όρφανού καθαρόν, Γ. Καρυαγλίδου καθαρόν, Π. Μπρόβας καθαρόν, Δ. Καραμπέτσου καθαρόν.: [887, 665, 1113, 759]
- banner-letter: Ρ: [816, 110, 844, 153]
- paragraph: Μετά τήν ήτταν οί στρατηγοί επιρρίπτουσι τάς εύθύνας οί μέν έπί τών δέ.: [150, 954, 412, 980]
- headline: ΜΝΗΜΟΣΥΝΟΝ: [474, 590, 592, 607]
- date-line: Άθήναι 3 Μαρτίου 1905.: [476, 1745, 590, 1758]
- subheadline: ΔΙΑ ΤΑ ΔΙΑΦΟΡΑ ΚΑΤΑΣΤΗΜΑΤΑ: [913, 380, 1087, 393]
- paragraph: Παρακαλούνται οί συγγενείς καί φίλοι όπως εύαρεστούμενοι προσέλθωσι καί ένώσωσι μεθ' ήμών τάς πρός τόν Ύψιστον δεήσεις των.: [420, 692, 646, 732]
- headline: Οί Ρώσσοι παραδίδομένοι: [211, 150, 351, 165]
- headline: Μέ τό «έξω θέλω»: [1374, 565, 1474, 580]
- paragraph: Αύριον Κυριακήν καί ώραν 9 1/2 π. μ. τελούμεν Άρχιερατικόν μνημόσυνον έν τώ ίερώ ναώ τής Μητροπόλεως ύπέρ άναπαύσεως τής ψυχής τού πολυκλαύστου συζύγου, πατρός καί άδελφού ήμών: [420, 826, 646, 893]
- deceased-age: έτών 19: [514, 382, 552, 395]
- headline: Ή σημαία τού 112ου συντάγματος της Βίλνας: [160, 989, 402, 1004]
- paragraph: Σημειούμεν δέ ότι είς τάς τοιαύτας περιστάσεις αί χαρτοπαικτικαί λέσχαι άπαιτούσι διατήρησιν τής τάξεως καί όλας τάς άπαιτουμένας προφυλάξεις.: [1121, 551, 1345, 605]
- signatories: Τά τέκνα · Πέτρος, Βασίλειος, Ίωάννης: [444, 761, 622, 773]
- paragraph: ΤΟΚΙΟ, 14 (Έπίσημον.) - Ύπολογίζουσιν ότι αί ρωσσικαί άπώλειαι πρός τήν διεύθυνσιν τού Ίοντσίγκ μετά τήν κατάληψιν τού Χίνα Σσιέν παρά τών Ίαπώνων τήν 12 φεβρ. περιλαμβάνουσι 2,000 φονευθέντας, 6 αύτόματα τηλεβόλα 320 χιλ. φυσιγγίων, 11,500 όβίδες, 6,000 σάκ καί σκαπάνας, 1200 κλίνας νοσοκομείου.: [150, 1103, 412, 1184]
- column-3: [654, 102, 879, 2112]
